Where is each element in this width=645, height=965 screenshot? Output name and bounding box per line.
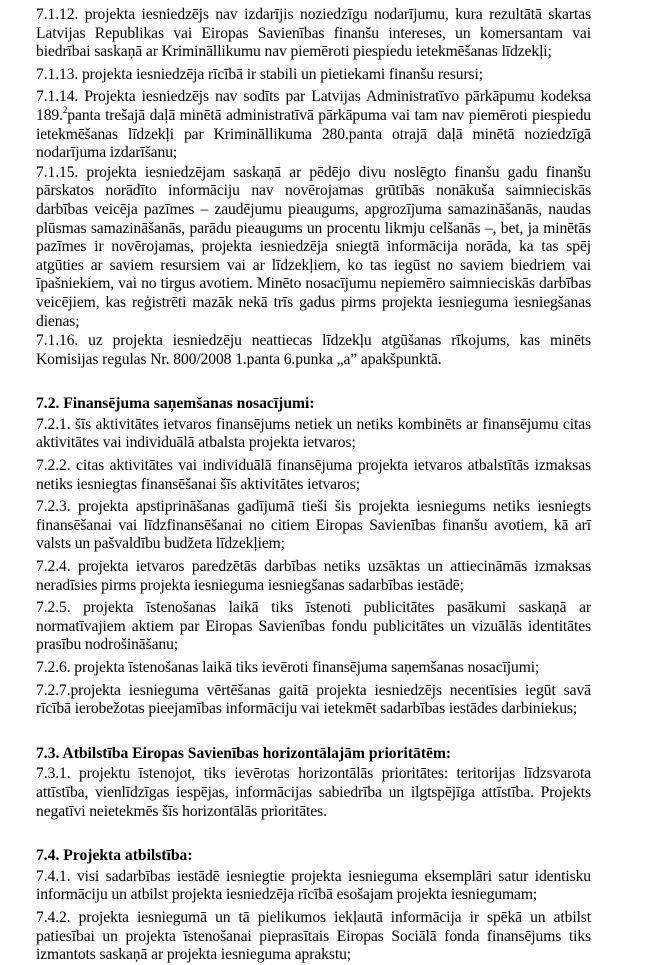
section-heading-7-4: 7.4. Projekta atbilstība: bbox=[36, 847, 193, 865]
clause-7-1-13: 7.1.13. projekta iesniedzēja rīcībā ir stabili un pietiekami finanšu resursi; bbox=[36, 65, 483, 83]
section-spacer bbox=[36, 723, 591, 745]
section-7-3 bbox=[36, 745, 591, 821]
section-heading-7-2: 7.2. Finansējuma saņemšanas nosacījumi: bbox=[36, 395, 315, 413]
section-heading-7-3: 7.3. Atbilstība Eiropas Savienības horizontālajām prioritātēm: bbox=[36, 744, 452, 762]
section-7-1 bbox=[36, 6, 591, 369]
clause-7-1-15: 7.1.15. projekta iesniedzējam saskaņā ar pēdējo divu noslēgto finanšu gadu finanšu pārskatos norādīto informāciju nav novērojamas grūtībās nonākuša saimnieciskās darbības veicēja pazīmes – zaudējumu pieaugums, apgrozījuma samazināšanās, naudas plūsmas samazināšanās, parādu pieaugums un procentu likmju celšanās –, bet, ja minētās pazīmes ir novērojamas, projekta iesniedzēja sniegtā informācija norāda, ka tas spēj atgūties ar saviem resursiem vai ar līdzekļiem, ko tas iegūst no saviem biedriem vai īpašniekiem, vai no tirgus avotiem. Minēto nosacījumu nepiemēro saimnieciskās darbības veicējiem, kas reģistrēti mazāk nekā trīs gadus pirms projekta iesnieguma iesniegšanas dienas; bbox=[36, 163, 591, 330]
clause-7-2-6: 7.2.6. projekta īstenošanas laikā tiks ievēroti finansējuma saņemšanas nosacījumi; bbox=[36, 659, 540, 676]
section-7-4 bbox=[36, 847, 591, 965]
clause-7-2-2: 7.2.2. citas aktivitātes vai individuālā finansējuma projekta ietvaros atbalstītās izmaksas netiks iesniegtas finansēšanai šīs aktivitātes ietvaros; bbox=[36, 457, 591, 493]
clause-7-2-4: 7.2.4. projekta ietvaros paredzētās darbības netiks uzsāktas un attiecināmās izmaksas neradīsies pirms projekta iesnieguma iesniegšanas sadarbības iestādē; bbox=[36, 558, 591, 594]
section-7-2 bbox=[36, 395, 591, 719]
clause-7-3-1: 7.3.1. projektu īstenojot, tiks ievērotas horizontālās prioritātes: teritorijas līdzsvarota attīstība, vienlīdzīgas iespējas, informācijas sabiedrība un ilgtspējīga attīstība. Projekts negatīvi neietekmēs šīs horizontālās prioritātes. bbox=[36, 765, 591, 820]
clause-7-1-12: 7.1.12. projekta iesniedzējs nav izdarījis noziedzīgu nodarījumu, kura rezultātā skartas Latvijas Republikas vai Eiropas Savienības finanšu intereses, un komersantam vai biedrībai saskaņā ar Krimināllikumu nav piemēroti piespiedu ietekmēšanas līdzekļi; bbox=[36, 6, 591, 61]
clause-7-4-1: 7.4.1. visi sadarbības iestādē iesniegtie projekta iesnieguma eksemplāri satur identisku informāciju un atbilst projekta iesniedzēja rīcībā esošajam projekta iesniegumam; bbox=[36, 867, 591, 904]
clause-7-1-14-part2: panta trešajā daļā minētā administratīvā pārkāpuma vai tam nav piemēroti piespiedu ietekmēšanas līdzekļi par Krimināllikuma 280.panta otrajā daļā minētā noziedzīgā nodarījuma izdarīšanu; bbox=[36, 106, 591, 162]
clause-7-2-5: 7.2.5. projekta īstenošanas laikā tiks īstenoti publicitātes pasākumi saskaņā ar normatīvajiem aktiem par Eiropas Savienības fondu publicitātes un vizuālās identitātes prasību nodrošināšanu; bbox=[36, 599, 591, 654]
clause-7-1-14-part1: 7.1.14. Projekta iesniedzējs nav sodīts par Latvijas Administratīvo pārkāpumu kodeksa 189. bbox=[36, 88, 591, 124]
clause-7-1-16: 7.1.16. uz projekta iesniedzēju neattiecas līdzekļu atgūšanas rīkojums, kas minēts Komisijas regulas Nr. 800/2008 1.panta 6.punka „a” apakšpunktā. bbox=[36, 332, 591, 368]
section-spacer bbox=[36, 825, 591, 847]
clause-7-2-1: 7.2.1. šīs aktivitātes ietvaros finansējums netiek un netiks kombinēts ar finansējumu citas aktivitātes vai individuālā atbalsta projekta ietvaros; bbox=[36, 415, 591, 452]
clause-7-2-7: 7.2.7.projekta iesnieguma vērtēšanas gaitā projekta iesniedzējs necentīsies iegūt savā rīcībā ierobežotas pieejamības informāciju vai ietekmēt sadarbības iestādes darbiniekus; bbox=[36, 681, 591, 718]
section-spacer bbox=[36, 373, 591, 395]
clause-7-2-3: 7.2.3. projekta apstiprināšanas gadījumā tieši šis projekta iesniegums netiks iesniegts finansēšanai vai līdzfinansēšanai no citiem Eiropas Savienības finanšu avotiem, kā arī valsts un pašvaldību budžeta līdzekļiem; bbox=[36, 498, 591, 553]
clause-7-1-14 bbox=[36, 88, 591, 162]
superscript: 2 bbox=[62, 104, 68, 115]
clause-7-4-2: 7.4.2. projekta iesniegumā un tā pielikumos iekļautā informācija ir spēkā un atbilst patiesībai un projekta īstenošanai pieprasītais Eiropas Sociālā fonda finansējums tiks izmantots saskaņā ar projekta iesnieguma aprakstu; bbox=[36, 908, 591, 964]
